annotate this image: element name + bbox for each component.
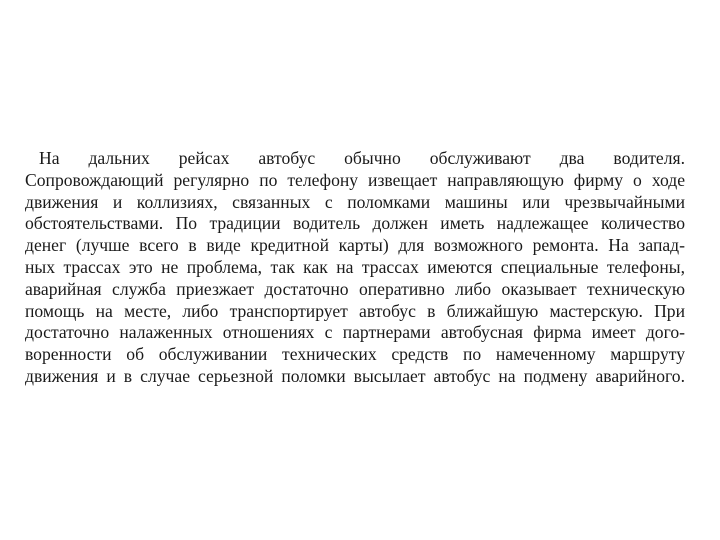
text-line: достаточно налаженных отношениях с партнерами автобусная фирма имеет дого- — [25, 322, 685, 343]
text-line: движения и коллизиях, связанных с поломками машины или чрезвычайными — [25, 191, 685, 212]
text-line: денег (лучше всего в виде кредитной карты) для возможного ремонта. На запад- — [25, 235, 685, 256]
text-line: движения и в случае серьезной поломки высылает автобус на подмену аварийного. — [25, 365, 685, 386]
text-line: На дальних рейсах автобус обычно обслуживают два водителя. — [39, 148, 685, 168]
text-line: помощь на месте, либо транспортирует автобус в ближайшую мастерскую. При — [25, 300, 685, 321]
paragraph — [25, 148, 685, 388]
text-line: аварийная служба приезжает достаточно оперативно либо оказывает техническую — [25, 278, 685, 299]
text-line: Сопровождающий регулярно по телефону извещает направляющую фирму о ходе — [25, 169, 685, 190]
text-line: воренности об обслуживании технических средств по намеченному маршруту — [25, 344, 685, 365]
text-line: обстоятельствами. По традиции водитель должен иметь надлежащее количество — [25, 213, 685, 234]
text-line: ных трассах это не проблема, так как на трассах имеются специальные телефоны, — [25, 256, 685, 277]
